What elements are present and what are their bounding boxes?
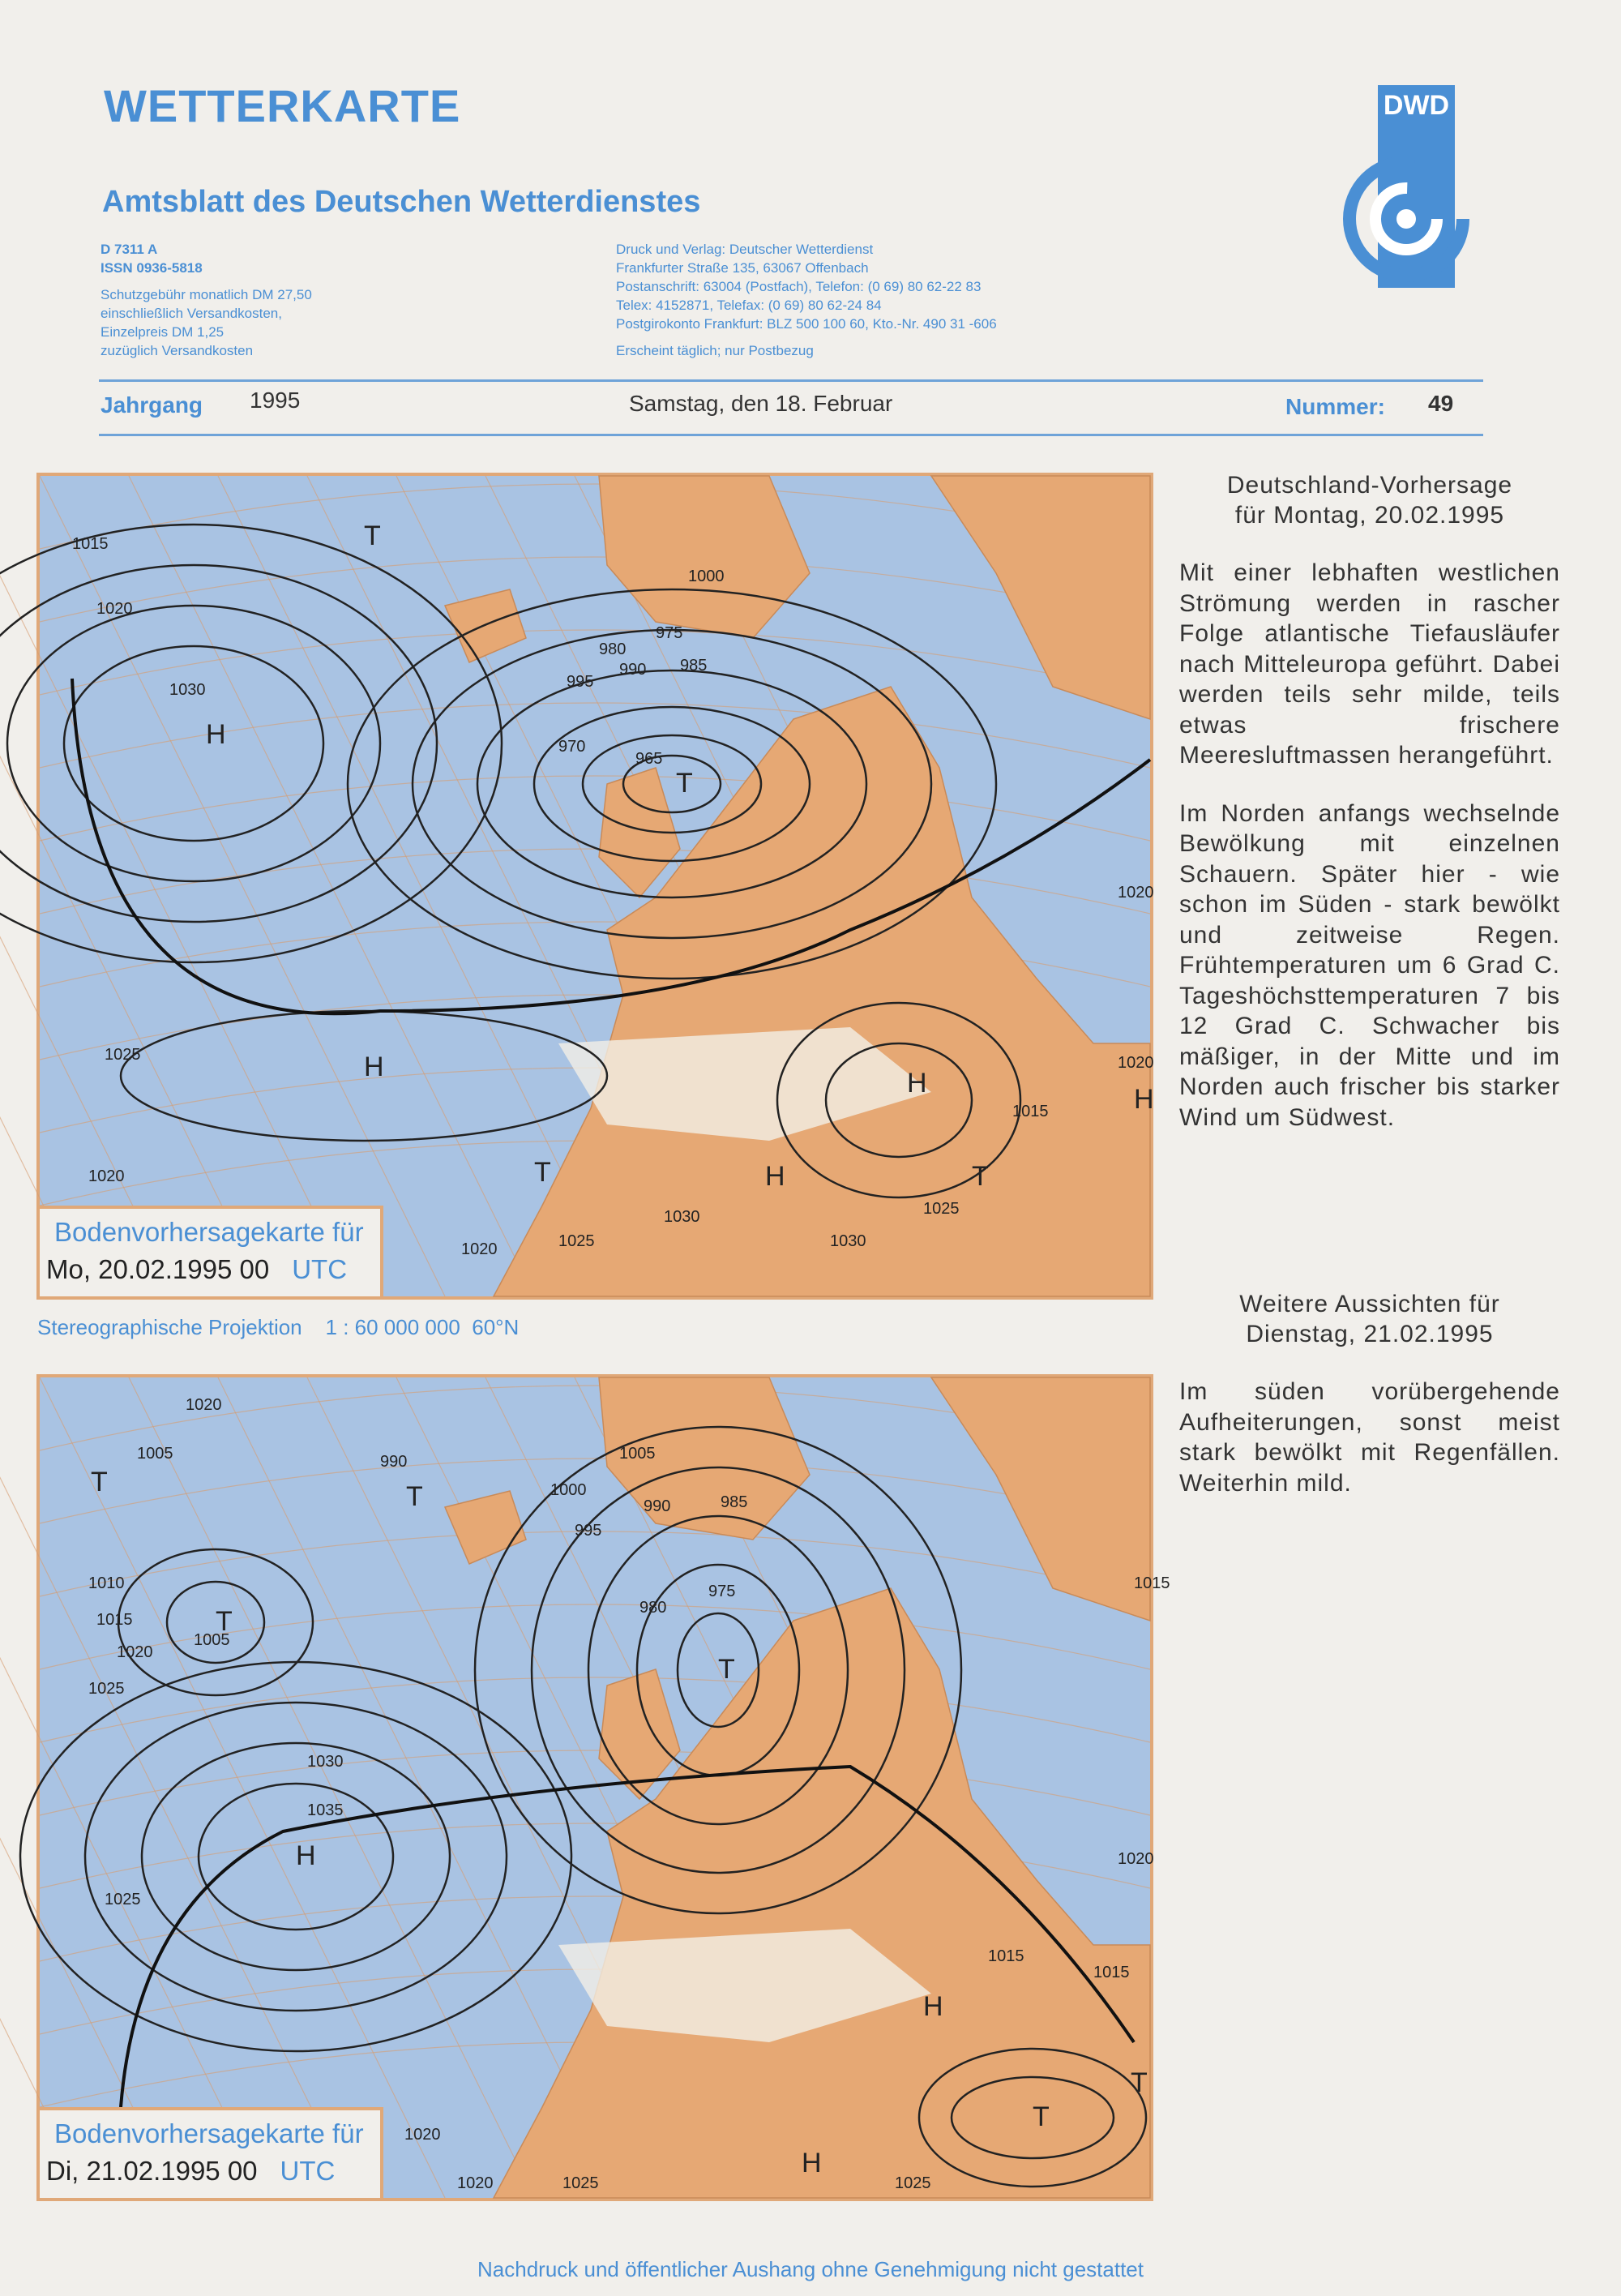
caption-title: Bodenvorhersagekarte für [54,1217,364,1247]
outlook-paragraph: Im süden vorübergehende Aufheiterungen, sonst meist stark bewölkt mit Regenfällen. Weiterhin mild. [1179,1378,1560,1497]
map-caption [40,1206,383,1296]
caption-date [46,2156,335,2187]
publisher-line: Druck und Verlag: Deutscher Wetterdienst [616,242,874,257]
graticule-line [0,476,356,1296]
forecast-heading [1179,470,1560,530]
divider [99,379,1483,382]
isobar-label: 1030 [664,1208,700,1226]
isobar-label: 995 [575,1522,602,1540]
isobar-label: 1030 [830,1232,866,1250]
price-line: Einzelpreis DM 1,25 [101,324,225,340]
graticule-line [0,476,88,1296]
isobar-label: 1025 [923,1200,960,1218]
isobar-label: 1020 [461,1240,498,1258]
isobar-label: 990 [380,1453,408,1471]
heading-line: Dienstag, 21.02.1995 [1246,1321,1494,1347]
publisher-line: Frankfurter Straße 135, 63067 Offenbach [616,260,869,276]
isobar-label: 1020 [457,2174,494,2192]
isobar-label: 1020 [404,2126,441,2144]
map-caption [40,2107,383,2198]
isobar-label: 965 [635,750,663,768]
land-area [445,589,526,662]
graticule-line [40,1750,1150,1815]
isobar-label: 990 [619,661,647,679]
caption-date-value: Mo, 20.02.1995 00 [46,1254,270,1284]
dwd-logo [1329,85,1455,288]
forecast-paragraph: Im Norden anfangs wechselnde Bewölkung mit einzelnen Schauern. Später hier - wie schon im Süden - stark bewölkt und zeitweise Regen. Frühtemperaturen um 6 Grad C. Tageshöchsttemperaturen 7 bis 12 Grad C. Schwacher bis mäßiger, in der Mitte und im Norden auch frischer bis starker Wind um Südwest. [1179,799,1560,1131]
forecast-map-monday [36,473,1153,1300]
heading-line: für Montag, 20.02.1995 [1234,502,1505,529]
graticule-line [40,1531,1150,1596]
publisher-line: Postgirokonto Frankfurt: BLZ 500 100 60, Kto.-Nr. 490 31 -606 [616,316,997,332]
price-line: Schutzgebühr monatlich DM 27,50 [101,287,312,302]
pressure-center-label: T [1131,2067,1148,2098]
isobar-label: 1010 [88,1574,125,1592]
isobar-label: 1015 [1093,1964,1130,1981]
issn: ISSN 0936-5818 [101,260,203,276]
isobar-label: 1020 [88,1167,125,1185]
isobar-label: 1020 [1118,1054,1154,1072]
pressure-center-label: H [1134,1084,1154,1115]
isobar-label: 1015 [988,1947,1024,1965]
pressure-center-label: H [364,1052,384,1082]
land-area [931,1377,1150,1621]
pressure-center-label: T [216,1606,233,1637]
publisher-info [616,240,997,360]
land-area [494,1588,1150,2198]
isobar-label: 980 [639,1599,667,1617]
isobar-label: 1025 [105,1891,141,1908]
isobar-label: 1015 [1134,1574,1170,1592]
caption-date [46,1254,347,1285]
isobar-label: 1030 [307,1753,344,1771]
isobar-label: 1015 [72,535,109,553]
pressure-center-label: T [718,1654,735,1685]
logo-text: DWD [1383,90,1450,121]
pressure-center-label: H [296,1840,316,1871]
isobar-label: 1000 [550,1481,587,1499]
weather-map-graphic [40,1377,1170,2198]
forecast-map-tuesday [36,1374,1170,2201]
graticule-line [0,476,270,1296]
isobar-label: 1030 [169,681,206,699]
forecast-paragraph: Mit einer lebhaften westlichen Strömung werden in rascher Folge atlantische Tiefausläufer nach Mitteleuropa geführt. Dabei werden teils sehr milde, teils etwas frischere Meeresluftmassen herangeführt. [1179,559,1560,769]
heading-line: Weitere Aussichten für [1239,1291,1500,1317]
graticule-line [40,630,1150,695]
isobar-label: 1025 [88,1680,125,1698]
isobar-label: 1005 [619,1445,656,1463]
issue-codes [101,240,203,277]
isobar-label: 975 [656,624,683,642]
germany-forecast [1179,470,1560,1133]
pressure-center-label: T [676,768,693,799]
pressure-center-label: T [534,1157,551,1188]
footer-note: Nachdruck und öffentlicher Aushang ohne Genehmigung nicht gestattet [477,2257,1144,2281]
isobar-label: 1025 [105,1046,141,1064]
pressure-center-label: T [91,1467,108,1497]
issue-date: Samstag, den 18. Februar [629,391,893,416]
caption-title: Bodenvorhersagekarte für [54,2118,364,2148]
isobar-label: 1020 [1118,1850,1154,1868]
graticule-line [40,1377,445,2198]
isobar-label: 970 [558,738,586,756]
isobar-label: 985 [721,1493,748,1511]
distribution: Erscheint täglich; nur Postbezug [616,343,814,358]
isobar-label: 975 [708,1583,736,1600]
isobar-label: 1015 [1012,1103,1049,1120]
pressure-center-label: T [364,520,381,551]
heading-line: Deutschland-Vorhersage [1226,472,1513,499]
publisher-line: Telex: 4152871, Telefax: (0 69) 80 62-24 84 [616,298,882,313]
year-value: 1995 [250,388,301,413]
graticule-line [40,557,1150,622]
pressure-center-label: H [907,1068,927,1099]
divider [99,434,1483,436]
isobar-label: 1025 [895,2174,931,2192]
land-area [494,687,1150,1296]
weather-map-graphic [40,476,1154,1296]
number-label: Nummer: [1285,394,1385,419]
isobar-label: 980 [599,640,627,658]
isobar-label: 1020 [117,1643,153,1661]
number-value: 49 [1428,391,1454,416]
subtitle: Amtsblatt des Deutschen Wetterdienstes [102,185,701,219]
land-area [445,1491,526,1564]
publisher-line: Postanschrift: 63004 (Postfach), Telefon: (0 69) 80 62-22 83 [616,279,982,294]
isobar-label: 1015 [96,1611,133,1629]
isobar-label: 1000 [688,568,725,585]
pressure-center-label: H [765,1161,785,1192]
graticule-line [0,1377,356,2198]
price-line: einschließlich Versandkosten, [101,306,282,321]
graticule-line [40,1459,1150,1523]
outlook-heading [1179,1289,1560,1349]
outlook [1179,1289,1560,1498]
price-info [101,285,312,360]
pressure-center-label: H [923,1991,943,2022]
graticule-line [0,1377,88,2198]
isobar-label: 1020 [96,600,133,618]
year-label: Jahrgang [101,392,203,418]
pressure-center-label: T [406,1481,423,1512]
land-area [931,476,1150,719]
pressure-center-label: H [802,2148,822,2178]
isobar [0,525,502,962]
page-title: WETTERKARTE [104,80,461,131]
graticule-line [40,1677,1150,1742]
pressure-center-label: T [1033,2101,1050,2132]
land-area [599,476,810,638]
projection-note: Stereographische Projektion 1 : 60 000 000 60°N [37,1315,520,1339]
isobar-label: 1025 [558,1232,595,1250]
isobar-label: 1020 [186,1396,222,1414]
pressure-center-label: H [206,719,226,750]
pressure-center-label: T [972,1161,989,1192]
caption-date-value: Di, 21.02.1995 00 [46,2156,258,2186]
caption-utc: UTC [292,1254,348,1284]
isobar [64,646,323,841]
spiral-icon [1329,85,1455,288]
isobar-label: 1035 [307,1801,344,1819]
isobar-label: 1005 [137,1445,173,1463]
price-line: zuzüglich Versandkosten [101,343,254,358]
isobar-label: 985 [680,657,708,675]
isobar-label: 1025 [562,2174,599,2192]
isobar-label: 1020 [1118,884,1154,902]
isobar-label: 1005 [194,1631,230,1649]
graticule-line [0,1377,177,2198]
isobar-label: 990 [644,1497,671,1515]
graticule-line [0,1377,267,2198]
issue-code: D 7311 A [101,242,158,257]
isobar-label: 995 [567,673,594,691]
caption-utc: UTC [280,2156,336,2186]
